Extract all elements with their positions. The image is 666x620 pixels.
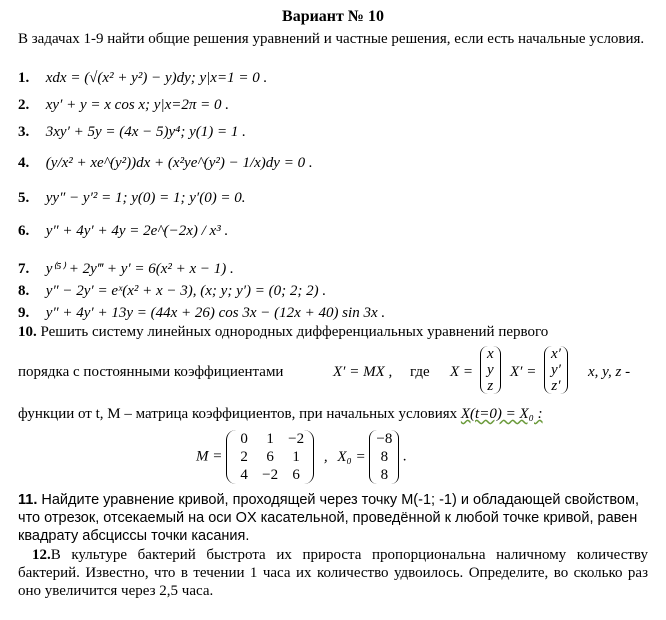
problem-equation: (y/x² + xe^(y²))dx + (x²ye^(y²) − 1/x)dy = 0 . xyxy=(45,155,313,171)
problem-number: 2. xyxy=(18,97,30,113)
problem-10-text: порядка с постоянными коэффициентами xyxy=(18,364,284,380)
problem-number: 6. xyxy=(18,223,30,239)
problem-number: 8. xyxy=(18,283,30,299)
problem-10-text: Решить систему линейных однородных дифференциальных уравнений первого xyxy=(40,324,549,340)
matrix-cell: 0 xyxy=(240,431,248,447)
x0-label: X₀ = xyxy=(337,448,366,465)
problem-10-text: функции от t, M – матрица коэффициентов, при начальных условиях xyxy=(18,406,458,422)
matrix-m xyxy=(226,430,314,484)
problem-12 xyxy=(18,546,648,600)
xp-label: X′ = xyxy=(510,364,537,380)
vector-entry: z xyxy=(487,378,494,394)
vector-entry: −8 xyxy=(376,431,393,447)
problem-10-line2 xyxy=(18,346,648,400)
problem-10-line1 xyxy=(18,323,648,341)
problem-2 xyxy=(18,97,229,114)
problem-5 xyxy=(18,190,246,207)
problem-number: 11. xyxy=(18,492,38,508)
matrix-block: M = 0 1 −2 2 6 1 4 −2 6 , X₀ = −8 8 8 . xyxy=(196,431,407,483)
problem-11-text: Найдите уравнение кривой, проходящей через точку M(-1; -1) и обладающей свойством, что отрезок, отсекаемый на оси OX касательной, проведённой к любой точке кривой, равен квадрату абсциссы точки касания. xyxy=(18,492,639,544)
matrix-cell: 1 xyxy=(292,449,300,465)
vector-xprime xyxy=(544,346,568,394)
problem-number: 5. xyxy=(18,190,30,206)
problem-7 xyxy=(18,259,234,278)
vector-entry: y xyxy=(487,362,494,378)
vector-x0 xyxy=(369,430,399,484)
problem-6 xyxy=(18,223,228,240)
problem-equation: yy″ − y′² = 1; y(0) = 1; y′(0) = 0. xyxy=(45,190,246,206)
problem-1 xyxy=(18,70,267,87)
vector-entry: y′ xyxy=(551,362,561,378)
problem-9 xyxy=(18,305,385,322)
problem-11 xyxy=(18,491,648,545)
problem-equation: xy′ + y = x cos x; y|x=2π = 0 . xyxy=(45,97,230,113)
where-word: где xyxy=(410,364,430,380)
matrix-cell: 1 xyxy=(266,431,274,447)
problem-number: 12. xyxy=(32,547,51,563)
problem-number: 7. xyxy=(18,261,30,277)
system-equation: X′ = MX , xyxy=(333,364,393,380)
problem-number: 1. xyxy=(18,70,30,86)
intro-text: В задачах 1-9 найти общие решения уравнений и частные решения, если есть начальные условия. xyxy=(18,31,645,47)
x-label: X = xyxy=(450,364,474,380)
problem-8 xyxy=(18,283,326,300)
problem-equation: y⁽⁵⁾ + 2y‴ + y′ = 6(x² + x − 1) . xyxy=(45,261,234,277)
problem-number: 9. xyxy=(18,305,30,321)
problem-equation: y″ + 4y′ + 13y = (44x + 26) cos 3x − (12x + 40) sin 3x . xyxy=(45,305,386,321)
matrix-cell: 6 xyxy=(292,467,300,483)
problem-equation: y″ + 4y′ + 4y = 2e^(−2x) / x³ . xyxy=(45,223,229,239)
problem-equation: y″ − 2y′ = eˣ(x² + x − 3), (x; y; y′) = (0; 2; 2) . xyxy=(45,283,327,299)
matrix-cell: 4 xyxy=(240,467,248,483)
page-title: Вариант № 10 xyxy=(282,8,384,25)
vector-entry: z′ xyxy=(551,378,561,394)
initial-condition: X(t=0) = X₀ : xyxy=(460,406,543,422)
problem-number: 10. xyxy=(18,324,37,340)
problem-equation: xdx = (√(x² + y²) − y)dy; y|x=1 = 0 . xyxy=(45,70,268,86)
function-note: x, y, z - xyxy=(588,364,631,380)
vector-entry: 8 xyxy=(380,467,389,483)
vector-x xyxy=(480,346,501,394)
matrix-cell: 6 xyxy=(266,449,274,465)
vector-entry: x xyxy=(487,346,494,362)
problem-12-text: В культуре бактерий быстрота их прироста пропорциональна наличному количеству бактерий. Известно, что в течении 1 часа их количество удвоилось. Определите, во сколько раз оно увеличится через 2,5 часа. xyxy=(18,547,648,599)
problem-4 xyxy=(18,155,313,172)
problem-number: 3. xyxy=(18,124,30,140)
matrix-cell: −2 xyxy=(288,431,305,447)
problem-10-line3 xyxy=(18,406,543,423)
problem-equation: 3xy′ + 5y = (4x − 5)y⁴; y(1) = 1 . xyxy=(45,124,246,140)
m-label: M = xyxy=(196,448,223,465)
vector-entry: 8 xyxy=(380,449,389,465)
matrix-cell: 2 xyxy=(240,449,248,465)
problem-3 xyxy=(18,124,246,141)
problem-number: 4. xyxy=(18,155,30,171)
vector-entry: x′ xyxy=(551,346,561,362)
matrix-cell: −2 xyxy=(262,467,279,483)
